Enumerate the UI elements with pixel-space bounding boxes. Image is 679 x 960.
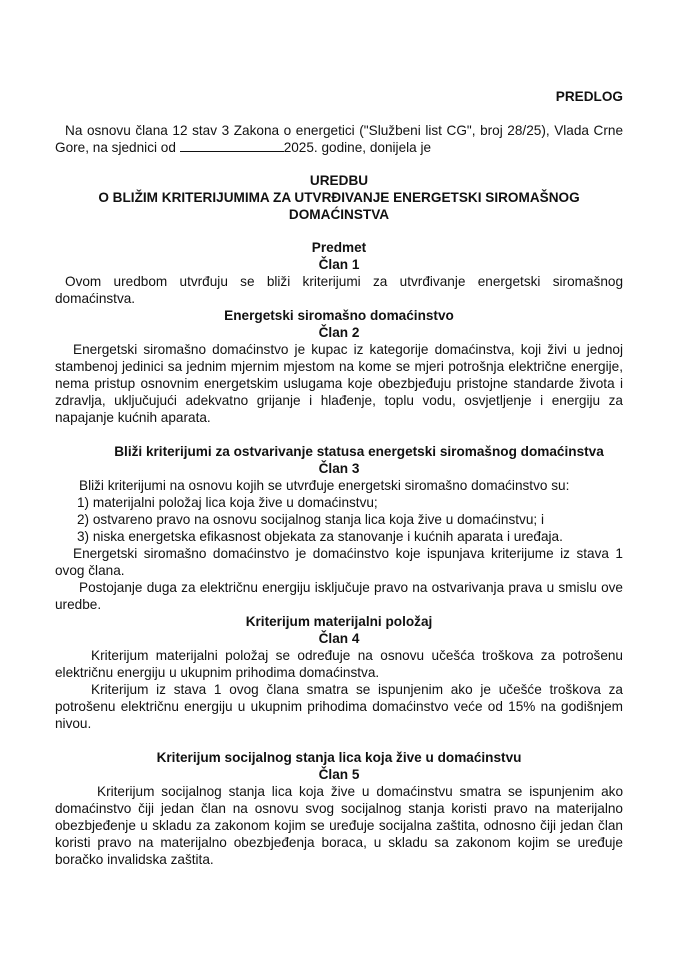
title-uredbu: UREDBU — [309, 173, 369, 188]
article-2-paragraph: Energetski siromašno domaćinstvo je kupac iz kategorije domaćinstva, koji živi u jednoj stambenoj jedinici sa jednim mjernim mjestom na kome se mjeri potrošnja električne energije, nema pristup osnovnim energetskim uslugama koje obezbjeđuju pristojne standarde života i zdravlja, uključujući adekvatno grijanje i hlađenje, toplu vodu, osvjetljenje i energiju za napajanje kućnih aparata. — [55, 342, 623, 425]
article-3-intro: Bliži kriterijumi na osnovu kojih se utvrđuje energetski siromašno domaćinstvo su: — [79, 478, 570, 493]
criteria-item-2: 2) ostvareno pravo na osnovu socijalnog stanja lica koja žive u domaćinstvu; i — [77, 512, 544, 527]
article-3-paragraph-3: Postojanje duga za električnu energiju isključuje pravo na ostvarivanja prava u smislu ove uredbe. — [55, 580, 623, 612]
proposal-label: PREDLOG — [555, 89, 623, 104]
article-4-number: Član 4 — [318, 631, 360, 646]
article-5-number: Član 5 — [318, 767, 360, 782]
article-5-heading: Kriterijum socijalnog stanja lica koja žive u domaćinstvu — [156, 750, 522, 765]
article-3-paragraph-2: Energetski siromašno domaćinstvo je domaćinstvo koje ispunjava kriterijume iz stava 1 ovog člana. — [55, 546, 623, 578]
document-page — [55, 88, 623, 868]
article-4-heading: Kriterijum materijalni položaj — [245, 614, 433, 629]
article-1-heading: Predmet — [311, 240, 367, 255]
preamble — [55, 122, 623, 156]
article-2-number: Član 2 — [318, 325, 360, 340]
article-5-paragraph: Kriterijum socijalnog stanja lica koja žive u domaćinstvu smatra se ispunjenim ako domaćinstvo čiji jedan član na osnovu svog socijalnog stanja koristi pravo na materijalno obezbjeđenje u skladu za zakonom kojim se uređuje socijalna zaštita, odnosno čiji jedan član koristi pravo na materijalno obezbjeđenja boraca, u skladu sa zakonom kojim se uređuje boračko invalidska zaštita. — [55, 784, 623, 867]
date-blank-line — [180, 139, 284, 152]
article-1-paragraph: Ovom uredbom utvrđuju se bliži kriterijumi za utvrđivanje energetski siromašnog domaćinstva. — [55, 274, 623, 306]
document-title: O BLIŽIM KRITERIJUMIMA ZA UTVRĐIVANJE ENERGETSKI SIROMAŠNOG DOMAĆINSTVA — [98, 190, 580, 222]
article-1-number: Član 1 — [318, 257, 360, 272]
criteria-item-3: 3) niska energetska efikasnost objekata za stanovanje i kućnih aparata i uređaja. — [77, 529, 563, 544]
article-2-heading: Energetski siromašno domaćinstvo — [224, 308, 454, 323]
preamble-text: Na osnovu člana 12 stav 3 Zakona o energetici ("Službeni list CG", broj 28/25), Vlada Crne Gore, na sjednici od — [55, 123, 623, 155]
article-4-paragraph-2: Kriterijum iz stava 1 ovog člana smatra se ispunjenim ako je učešće troškova za potrošenu električnu energiju u ukupnim prihodima domaćinstvo veće od 15% na godišnjem nivou. — [55, 682, 623, 731]
article-4-paragraph-1: Kriterijum materijalni položaj se određuje na osnovu učešća troškova za potrošenu električnu energiju u ukupnim prihodima domaćinstva. — [55, 648, 623, 680]
preamble-text-end: 2025. godine, donijela je — [283, 140, 432, 155]
article-3-number: Član 3 — [318, 461, 360, 476]
article-3-heading: Bliži kriterijumi za ostvarivanje statusa energetski siromašnog domaćinstva — [114, 444, 604, 459]
criteria-item-1: 1) materijalni položaj lica koja žive u domaćinstvu; — [77, 495, 378, 510]
